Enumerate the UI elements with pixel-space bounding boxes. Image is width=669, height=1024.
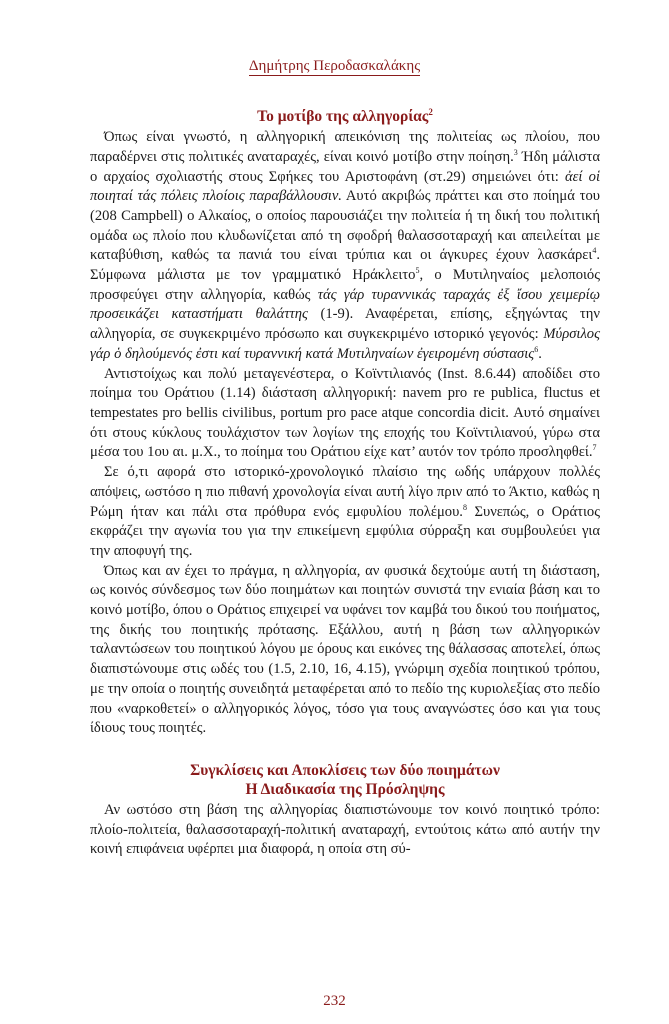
section-title-allegory (90, 103, 600, 126)
footnote-ref: 2 (428, 107, 433, 117)
paragraph-4: Όπως και αν έχει το πράγμα, η αλληγορία, αν φυσικά δεχτούμε αυτή τη διάσταση, ως κοινός σύνδεσμος των δύο ποιημάτων και ποιητών συνιστά την ενιαία βάση και το κοινό μοτίβο, όπου ο Οράτιος επιχειρεί να υφάνει τον καμβά του δικού του ποιήματος, της δικής του ποιητικής πρότασης. Εξάλλου, αυτή η βάση των αλληγορικών ταλαντώσεων του ποιητικού λόγου με όρους και εικόνες της θάλασσας αποτελεί, όπως διαπιστώνουμε στις ωδές του (1.5, 2.10, 16, 4.15), γνώριμη σχεδία ποιητικού τρόπου, με την οποία ο ποιητής συνειδητά μεταφέρεται από το πεδίο της κυριολεξίας στο πεδίο που «ναρκοθετεί» ο αλληγορικός λόγος, τόσο για τους αναγνώστες όσο και για τους ίδιους τους ποιητές. (90, 562, 600, 737)
text-run: Αντιστοίχως και πολύ μεταγενέστερα, ο Κοϊντιλιανός (Inst. 8.6.44) αποδίδει στο ποίημα του Οράτιου (1.14) διάσταση αλληγορική: navem pro re publica, fluctus et tempestates pro bellis civilibus, portum pro pace atque concordia dicit. Αυτό σημαίνει ότι στους κύκλους τουλάχιστον των λογίων της εποχής του Κοϊντιλιανού, γύρω στα μέσα του 1ου αι. μ.Χ., το ποίημα του Οράτιου είχε κατ’ αυτόν τον τρόπο προσληφθεί. (90, 365, 600, 461)
ancient-greek-quote: Μύρσιλος γάρ ὁ δηλούμενός ἐστι καί τυραννική κατά Μυτιληναίων ἐγειρομένη σύστασις (90, 326, 600, 362)
running-head (0, 58, 669, 75)
text-run: . Σύμφωνα μάλιστα με τον γραμματικό Ηράκλειτο (90, 247, 600, 284)
text-run: , ο Μυτιληναίος μελοποιός προσφεύγει στην αλληγορία, καθώς (90, 267, 600, 303)
paragraph-2 (90, 365, 600, 464)
running-head-author: Δημήτρης Περοδασκαλάκης (248, 58, 421, 74)
footnote-ref: 3 (513, 148, 518, 157)
text-run: Όπως είναι γνωστό, η αλληγορική απεικόνιση της πολιτείας ως πλοίου, που παραδέρνει στις πολιτικές αναταραχές, είναι κοινό μοτίβο στην ποίηση. (90, 129, 600, 165)
footnote-ref: 5 (415, 266, 420, 276)
section-title-line-2: Η Διαδικασία της Πρόσληψης (245, 780, 445, 798)
ancient-greek-quote: τάς γάρ τυραννικάς ταραχάς ἐξ ἴσου χειμερίῳ προσεικάζει καταστήματι θαλάττης (90, 286, 601, 323)
footnote-ref: 4 (592, 246, 597, 256)
footnote-ref: 8 (462, 502, 467, 512)
section-title-text: Το μοτίβο της αλληγορίας (257, 108, 429, 126)
section-title-line-1: Συγκλίσεις και Αποκλίσεις των δύο ποιημάτων (190, 761, 500, 779)
page-number: 232 (323, 993, 346, 1009)
ancient-greek-quote: ἀεί οἱ ποιηταί τάς πόλεις πλοίοις παραβάλλουσιν. (90, 168, 601, 205)
paragraph-5: Αν ωστόσο στη βάση της αλληγορίας διαπιστώνουμε τον κοινό ποιητικό τρόπο: πλοίο-πολιτεία, θαλασσοταραχή-πολιτική αναταραχή, εντούτοις κάτω από αυτήν την κοινή επιφάνεια υφέρπει μια διαφορά, η οποία στη σύ- (90, 801, 600, 858)
footnote-ref: 7 (592, 443, 597, 453)
paragraph-3 (90, 463, 600, 562)
body-text (90, 103, 600, 860)
text-run: (1-9). Αναφέρεται, επίσης, εξηγώντας την αλληγορία, σε συγκεκριμένο πρόσωπο και συγκεκριμένο ιστορικό γεγονός: (90, 306, 600, 343)
text-run: . (538, 345, 542, 362)
text-run: Συνεπώς, ο Οράτιος εκφράζει την αγωνία του για την επικείμενη εμφύλια σύρραξη και συμβουλεύει για την αποφυγή της. (90, 503, 600, 559)
footnote-ref: 6 (534, 345, 539, 355)
text-run: Αυτό ακριβώς πράττει και στο ποίημά του (208 Campbell) ο Αλκαίος, ο οποίος παρουσιάζει την πολιτεία ή τη δική του πολιτική ομάδα ως πλοίο που κλυδωνίζεται από τη σφοδρή θαλασσοταραχή και απειλείται με καταβύθιση, καθώς τα πανιά του είναι τρύπια και οι άγκυρες έχουν λασκάρει (90, 188, 600, 264)
text-run: Σε ό,τι αφορά στο ιστορικό-χρονολογικό πλαίσιο της ωδής υπάρχουν πολλές απόψεις, ωστόσο η πιο πιθανή χρονολογία είναι αυτή λίγο πριν από το Άκτιο, καθώς η Ρώμη ήταν και πάλι στα πρόθυρα ενός εμφυλίου πολέμου. (90, 464, 600, 520)
text-run: Ήδη μάλιστα ο αρχαίος σχολιαστής στους Σφήκες του Αριστοφάνη (στ.29) σημειώνει ότι: (90, 148, 600, 185)
paragraph-1 (90, 128, 600, 364)
section-title-convergences (90, 761, 600, 799)
